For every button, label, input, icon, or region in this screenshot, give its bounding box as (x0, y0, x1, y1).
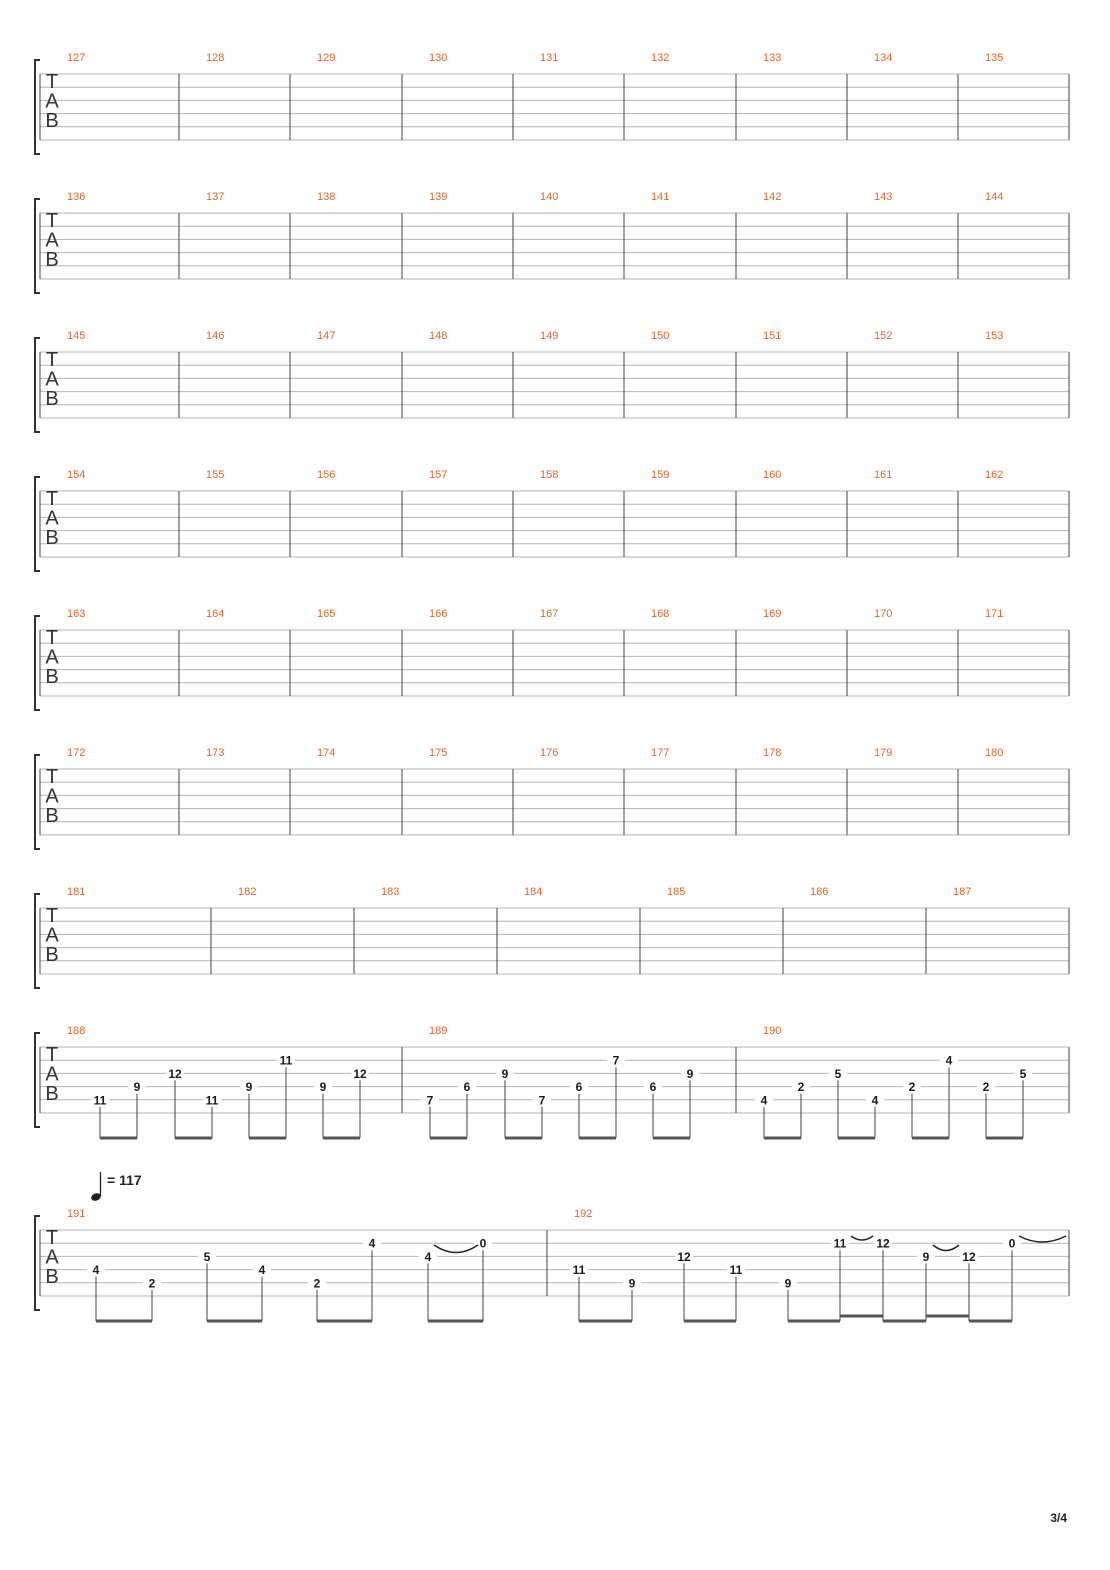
fret-number: 4 (760, 1093, 768, 1108)
tab-clef-letter: T (45, 349, 59, 371)
bar-number: 181 (67, 886, 86, 898)
bar-number: 151 (763, 330, 782, 342)
tab-clef-letter: B (45, 249, 59, 271)
bar-number: 154 (67, 469, 86, 481)
tab-system (35, 1208, 1069, 1321)
bar-number: 192 (574, 1208, 593, 1220)
tab-system (35, 1025, 1069, 1138)
fret-number: 7 (426, 1093, 434, 1108)
tab-system (35, 52, 1069, 154)
bar-number: 144 (985, 191, 1004, 203)
tab-clef-letter: T (45, 627, 59, 649)
bar-number: 165 (317, 608, 336, 620)
tab-clef-letter: A (45, 785, 59, 808)
bar-number: 145 (67, 330, 86, 342)
system-bracket (35, 199, 40, 293)
bar-number: 160 (763, 469, 782, 481)
bar-number: 146 (206, 330, 225, 342)
fret-number: 4 (368, 1236, 376, 1251)
fret-number: 12 (168, 1066, 182, 1081)
bar-number: 130 (429, 52, 448, 64)
tab-system (35, 330, 1069, 432)
fret-number: 4 (92, 1263, 100, 1278)
bar-number: 128 (206, 52, 225, 64)
bar-number: 137 (206, 191, 225, 203)
fret-number: 12 (876, 1236, 890, 1251)
system-bracket (35, 1033, 40, 1127)
bar-number: 134 (874, 52, 893, 64)
bar-number: 185 (667, 886, 686, 898)
bar-number: 142 (763, 191, 782, 203)
bar-number: 168 (651, 608, 670, 620)
bar-number: 161 (874, 469, 893, 481)
fret-number: 5 (203, 1249, 211, 1264)
bar-number: 183 (381, 886, 400, 898)
fret-number: 6 (575, 1080, 583, 1095)
bar-number: 163 (67, 608, 86, 620)
bar-number: 138 (317, 191, 336, 203)
fret-number: 9 (245, 1080, 253, 1095)
system-bracket (35, 1216, 40, 1310)
tab-clef-letter: B (45, 1083, 59, 1105)
fret-number: 7 (612, 1053, 620, 1068)
tab-clef-letter: T (45, 766, 59, 788)
tab-system (35, 608, 1069, 710)
bar-number: 164 (206, 608, 225, 620)
fret-number: 12 (962, 1249, 976, 1264)
fret-number: 9 (784, 1276, 792, 1291)
bar-number: 150 (651, 330, 670, 342)
tab-clef-letter: A (45, 507, 59, 530)
tie (434, 1245, 478, 1253)
tab-clef-letter: T (45, 210, 59, 232)
bar-number: 157 (429, 469, 448, 481)
fret-number: 4 (258, 1263, 266, 1278)
fret-number: 11 (572, 1263, 586, 1278)
bar-number: 179 (874, 747, 893, 759)
tab-clef-letter: A (45, 368, 59, 391)
fret-number: 2 (797, 1080, 805, 1095)
bar-number: 133 (763, 52, 782, 64)
bar-number: 180 (985, 747, 1004, 759)
tab-clef-letter: A (45, 1063, 59, 1086)
fret-number: 9 (501, 1066, 509, 1081)
tempo-text: = 117 (107, 1172, 142, 1188)
fret-number: 7 (538, 1093, 546, 1108)
bar-number: 190 (763, 1025, 782, 1037)
tempo-marking (90, 1172, 142, 1202)
fret-number: 4 (424, 1249, 432, 1264)
fret-number: 0 (1008, 1236, 1016, 1251)
fret-number: 11 (205, 1093, 219, 1108)
bar-number: 182 (238, 886, 257, 898)
bar-number: 170 (874, 608, 893, 620)
tab-clef-letter: A (45, 229, 59, 252)
tab-clef-letter: B (45, 666, 59, 688)
system-bracket (35, 755, 40, 849)
bar-number: 172 (67, 747, 86, 759)
bar-number: 174 (317, 747, 336, 759)
tab-system (35, 747, 1069, 849)
bar-number: 140 (540, 191, 559, 203)
bar-number: 131 (540, 52, 559, 64)
bar-number: 169 (763, 608, 782, 620)
bar-number: 191 (67, 1208, 86, 1220)
fret-number: 11 (279, 1053, 293, 1068)
tab-system (35, 886, 1069, 988)
bar-number: 135 (985, 52, 1004, 64)
fret-number: 12 (677, 1249, 691, 1264)
system-bracket (35, 60, 40, 154)
fret-number: 11 (93, 1093, 107, 1108)
tie (1019, 1236, 1066, 1242)
tab-clef-letter: T (45, 488, 59, 510)
bar-number: 173 (206, 747, 225, 759)
bar-number: 177 (651, 747, 670, 759)
fret-number: 2 (982, 1080, 990, 1095)
bar-number: 162 (985, 469, 1004, 481)
tab-system (35, 191, 1069, 293)
bar-number: 129 (317, 52, 336, 64)
bar-number: 147 (317, 330, 336, 342)
bar-number: 155 (206, 469, 225, 481)
system-bracket (35, 477, 40, 571)
bar-number: 176 (540, 747, 559, 759)
system-bracket (35, 616, 40, 710)
tab-system (35, 469, 1069, 571)
fret-number: 9 (133, 1080, 141, 1095)
bar-number: 184 (524, 886, 543, 898)
bar-number: 171 (985, 608, 1004, 620)
fret-number: 2 (908, 1080, 916, 1095)
system-bracket (35, 894, 40, 988)
bar-number: 187 (953, 886, 972, 898)
tie (851, 1236, 873, 1240)
bar-number: 158 (540, 469, 559, 481)
bar-number: 127 (67, 52, 86, 64)
bar-number: 189 (429, 1025, 448, 1037)
fret-number: 9 (628, 1276, 636, 1291)
tab-clef-letter: A (45, 924, 59, 947)
fret-number: 11 (729, 1263, 743, 1278)
tab-clef-letter: T (45, 905, 59, 927)
fret-number: 4 (945, 1053, 953, 1068)
bar-number: 143 (874, 191, 893, 203)
bar-number: 175 (429, 747, 448, 759)
bar-number: 149 (540, 330, 559, 342)
tab-clef-letter: T (45, 1227, 59, 1249)
tab-clef-letter: B (45, 388, 59, 410)
fret-number: 12 (353, 1066, 367, 1081)
fret-number: 0 (479, 1236, 487, 1251)
bar-number: 178 (763, 747, 782, 759)
tab-clef-letter: B (45, 1266, 59, 1288)
bar-number: 148 (429, 330, 448, 342)
fret-number: 6 (649, 1080, 657, 1095)
fret-number: 2 (313, 1276, 321, 1291)
fret-number: 9 (686, 1066, 694, 1081)
tie (933, 1245, 959, 1251)
bar-number: 156 (317, 469, 336, 481)
fret-number: 6 (463, 1080, 471, 1095)
bar-number: 166 (429, 608, 448, 620)
system-bracket (35, 338, 40, 432)
bar-number: 186 (810, 886, 829, 898)
fret-number: 5 (834, 1066, 842, 1081)
tab-clef-letter: A (45, 90, 59, 113)
tab-clef-letter: A (45, 646, 59, 669)
fret-number: 2 (148, 1276, 156, 1291)
page-number: 3/4 (1050, 1511, 1067, 1525)
tab-clef-letter: A (45, 1246, 59, 1269)
bar-number: 132 (651, 52, 670, 64)
fret-number: 9 (922, 1249, 930, 1264)
bar-number: 159 (651, 469, 670, 481)
fret-number: 9 (319, 1080, 327, 1095)
bar-number: 188 (67, 1025, 86, 1037)
bar-number: 152 (874, 330, 893, 342)
bar-number: 139 (429, 191, 448, 203)
fret-number: 11 (833, 1236, 847, 1251)
fret-number: 4 (871, 1093, 879, 1108)
bar-number: 136 (67, 191, 86, 203)
bar-number: 167 (540, 608, 559, 620)
tab-clef-letter: T (45, 71, 59, 93)
tab-clef-letter: T (45, 1044, 59, 1066)
tab-clef-letter: B (45, 944, 59, 966)
bar-number: 153 (985, 330, 1004, 342)
fret-number: 5 (1019, 1066, 1027, 1081)
bar-number: 141 (651, 191, 670, 203)
tab-clef-letter: B (45, 110, 59, 132)
tab-clef-letter: B (45, 805, 59, 827)
tab-clef-letter: B (45, 527, 59, 549)
